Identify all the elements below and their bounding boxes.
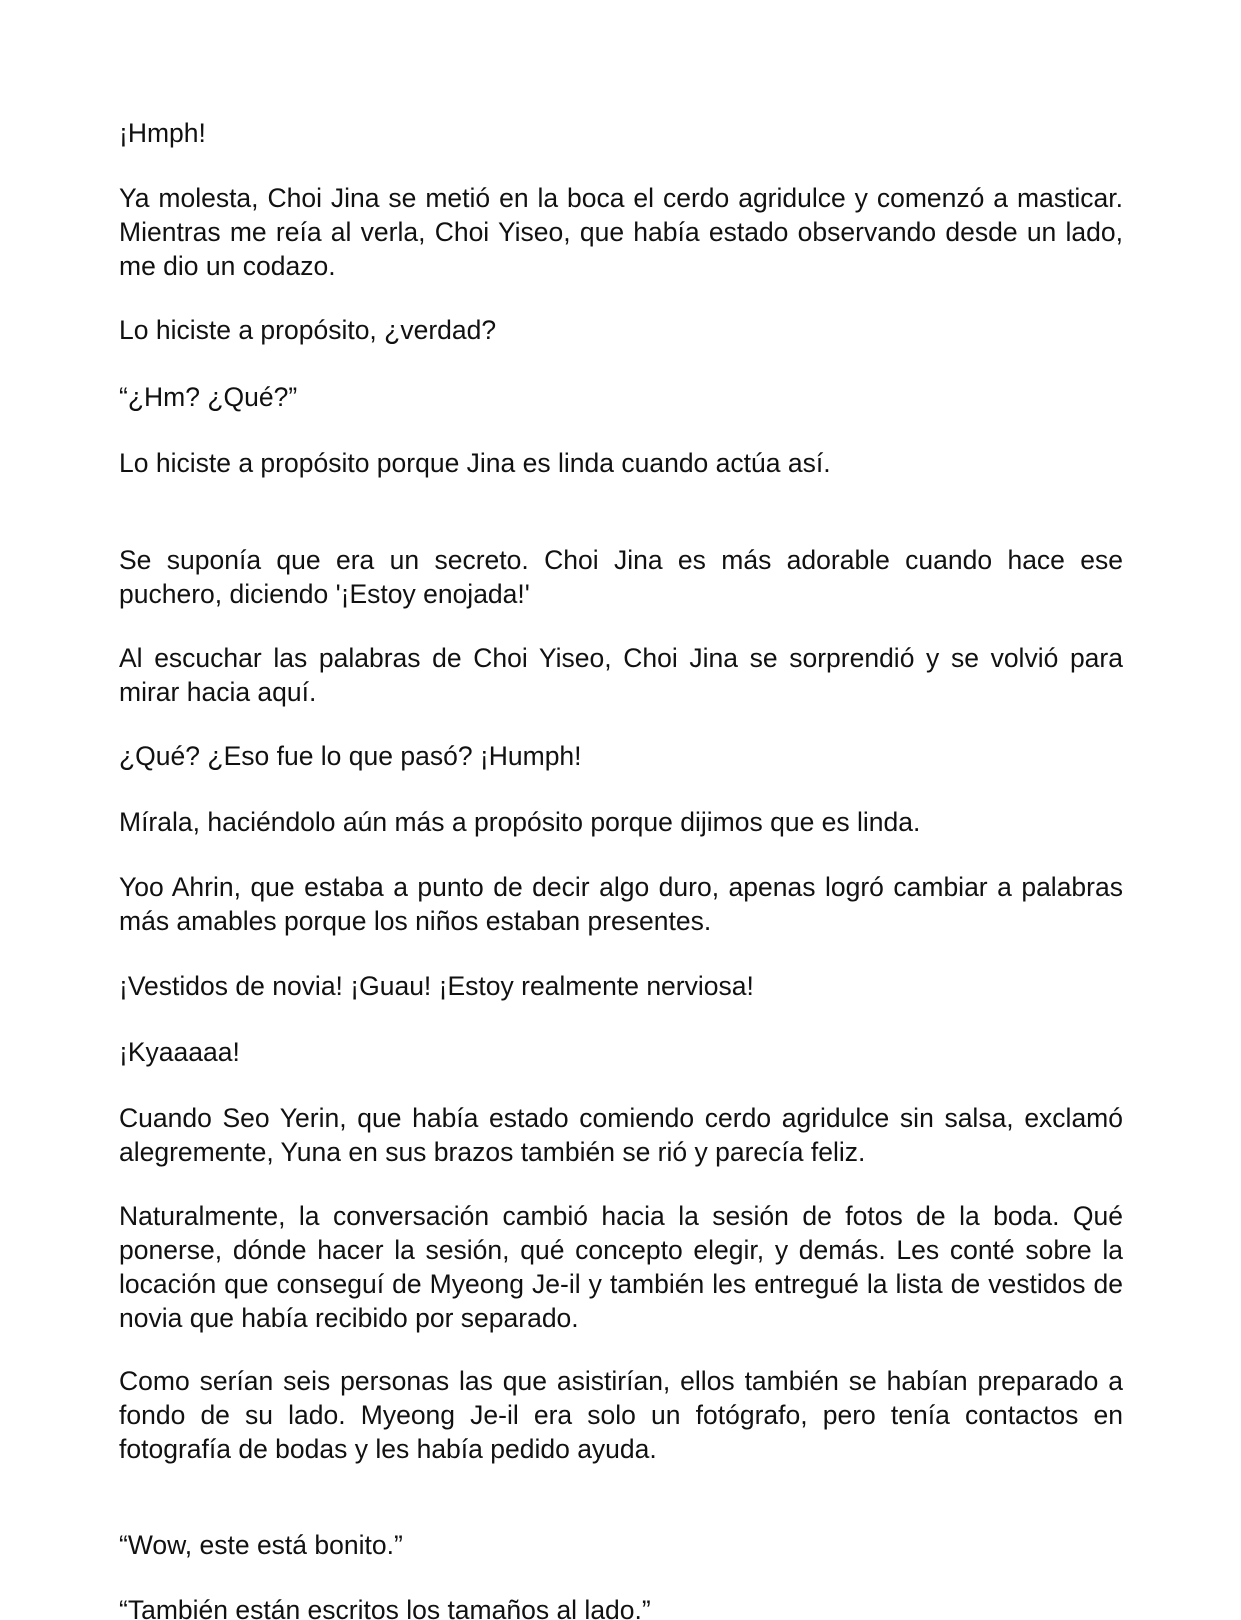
paragraph-1: ¡Hmph! [119,118,206,148]
paragraph-3: Lo hiciste a propósito, ¿verdad? [119,315,497,345]
paragraph-15: Como serían seis personas las que asistirían, ellos también se habían preparado a fondo de su lado. Myeong Je-il era solo un fotógrafo, pero tenía contactos en fotografía de bodas y les había pedido ayuda. [119,1366,1123,1464]
paragraph-13: Cuando Seo Yerin, que había estado comiendo cerdo agridulce sin salsa, exclamó alegremente, Yuna en sus brazos también se rió y parecía feliz. [119,1103,1123,1167]
paragraph-16: “Wow, este está bonito.” [119,1530,403,1560]
paragraph-14: Naturalmente, la conversación cambió hacia la sesión de fotos de la boda. Qué ponerse, dónde hacer la sesión, qué concepto elegir, y demás. Les conté sobre la locación que conseguí de Myeong Je-il y también les entregué la lista de vestidos de novia que había recibido por separado. [119,1201,1123,1333]
paragraph-12: ¡Kyaaaaa! [119,1037,240,1067]
paragraph-5: Lo hiciste a propósito porque Jina es linda cuando actúa así. [119,448,831,478]
paragraph-17: “También están escritos los tamaños al lado.” [119,1595,651,1620]
paragraph-4: “¿Hm? ¿Qué?” [119,382,298,412]
paragraph-6: Se suponía que era un secreto. Choi Jina es más adorable cuando hace ese puchero, diciendo '¡Estoy enojada!' [119,545,1123,609]
paragraph-2: Ya molesta, Choi Jina se metió en la boca el cerdo agridulce y comenzó a masticar. Mientras me reía al verla, Choi Yiseo, que había estado observando desde un lado, me dio un codazo. [119,183,1123,281]
paragraph-11: ¡Vestidos de novia! ¡Guau! ¡Estoy realmente nerviosa! [119,971,754,1001]
paragraph-7: Al escuchar las palabras de Choi Yiseo, Choi Jina se sorprendió y se volvió para mirar hacia aquí. [119,643,1123,707]
paragraph-9: Mírala, haciéndolo aún más a propósito porque dijimos que es linda. [119,807,921,837]
paragraph-10: Yoo Ahrin, que estaba a punto de decir algo duro, apenas logró cambiar a palabras más amables porque los niños estaban presentes. [119,872,1123,936]
paragraph-8: ¿Qué? ¿Eso fue lo que pasó? ¡Humph! [119,741,582,771]
